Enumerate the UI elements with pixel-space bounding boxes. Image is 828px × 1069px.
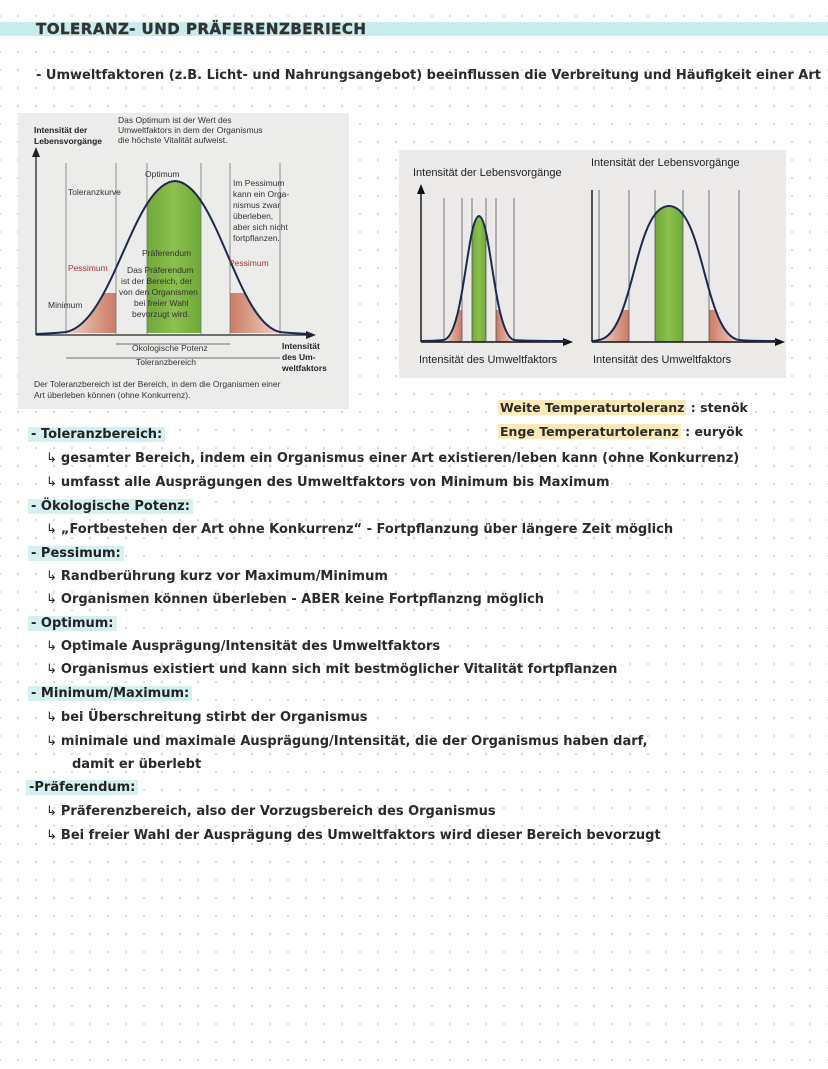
pessimum-note-6: fortpflanzen. <box>233 233 280 243</box>
note-line: ↳ Randberührung kurz vor Maximum/Minimum <box>46 569 388 584</box>
praeferendum-note-1: Das Präferendum <box>127 265 194 275</box>
heading-toleranzbereich: - Toleranzbereich: <box>28 427 165 442</box>
pessimum-note-4: überleben, <box>233 211 274 221</box>
praeferendum-note-4: bei freier Wahl <box>134 298 189 308</box>
right-x-label: Intensität des Umweltfaktors <box>593 354 732 366</box>
praeferendum-label: Präferendum <box>142 248 192 258</box>
pessimum-left-label: Pessimum <box>68 263 108 273</box>
praeferendum-note-3: von den Organismen <box>119 287 198 297</box>
pessimum-right-label: Pessimum <box>229 258 269 268</box>
left-x-label: Intensität des Umweltfaktors <box>419 354 558 366</box>
note-line: ↳ umfasst alle Ausprägungen des Umweltfaktors von Minimum bis Maximum <box>46 475 610 490</box>
praeferendum-note-2: ist der Bereich, der <box>121 276 193 286</box>
caption-line-1: Der Toleranzbereich ist der Bereich, in dem die Organismen einer <box>34 379 281 389</box>
toleranzbereich-label: Toleranzbereich <box>136 357 197 367</box>
x-axis-label-1: Intensität <box>282 341 320 351</box>
note-line: ↳ Organismen können überleben - ABER keine Fortpflanzng möglich <box>46 592 545 607</box>
pessimum-note-2: kann ein Orga- <box>233 189 290 199</box>
tolerance-wide-value: : stenök <box>686 400 748 415</box>
heading-pessimum: - Pessimum: <box>28 546 124 561</box>
pessimum-right-area <box>230 293 280 338</box>
note-line: ↳ minimale und maximale Ausprägung/Intensität, die der Organismus haben darf, <box>46 734 648 749</box>
stenök-euryök-diagram <box>399 150 786 378</box>
heading-optimum: - Optimum: <box>28 616 117 631</box>
right-y-label: Intensität der Lebensvorgänge <box>591 157 740 169</box>
tolerance-wide <box>498 400 748 415</box>
note-line: ↳ bei Überschreitung stirbt der Organismus <box>46 710 368 725</box>
praeferendum-note-5: bevorzugt wird. <box>132 309 190 319</box>
y-axis-label-2: Lebensvorgänge <box>34 136 103 146</box>
note-line: damit er überlebt <box>72 757 202 772</box>
minimum-label: Minimum <box>48 300 83 310</box>
stenoek-curve <box>421 216 567 341</box>
optimum-note-1: Das Optimum ist der Wert des <box>118 115 232 125</box>
note-line: ↳ Bei freier Wahl der Ausprägung des Umweltfaktors wird dieser Bereich bevorzugt <box>46 828 661 843</box>
tolerance-wide-label: Weite Temperaturtoleranz <box>500 400 685 415</box>
optimum-label: Optimum <box>145 169 180 179</box>
note-line: ↳ Präferenzbereich, also der Vorzugsbereich des Organismus <box>46 804 496 819</box>
optimum-note-3: die höchste Vitalität aufweist. <box>118 135 228 145</box>
y-axis-label-1: Intensität der <box>34 125 88 135</box>
heading-minimum-maximum: - Minimum/Maximum: <box>28 686 192 701</box>
caption-line-2: Art überleben können (ohne Konkurrenz). <box>34 390 191 400</box>
pessimum-note-5: aber sich nicht <box>233 222 288 232</box>
x-axis-label-3: weltfaktors <box>282 363 327 373</box>
page-title: TOLERANZ- UND PRÄFERENZBERIECH <box>36 20 367 38</box>
optimum-note-2: Umweltfaktors in dem der Organismus <box>118 125 263 135</box>
pessimum-note-1: Im Pessimum <box>233 178 285 188</box>
tolerance-diagram <box>18 113 349 409</box>
left-y-label: Intensität der Lebensvorgänge <box>413 167 562 179</box>
tolerance-narrow-value: : euryök <box>680 424 744 439</box>
intro-text: - Umweltfaktoren (z.B. Licht- und Nahrungsangebot) beeinflussen die Verbreitung und Häufigkeit einer Art <box>36 68 821 83</box>
potenz-label: Ökologische Potenz <box>132 343 208 353</box>
heading-oekologische-potenz: - Ökologische Potenz: <box>28 499 193 514</box>
note-line: ↳ gesamter Bereich, indem ein Organismus einer Art existieren/leben kann (ohne Konkurrenz) <box>46 451 740 466</box>
note-line: ↳ Organismus existiert und kann sich mit bestmöglicher Vitalität fortpflanzen <box>46 662 618 677</box>
tolerance-narrow-label: Enge Temperaturtoleranz <box>500 424 679 439</box>
pessimum-note-3: nismus zwar <box>233 200 281 210</box>
note-line: ↳ „Fortbestehen der Art ohne Konkurrenz“ - Fortpflanzung über längere Zeit möglich <box>46 522 674 537</box>
x-axis-label-2: des Um- <box>282 352 316 362</box>
note-line: ↳ Optimale Ausprägung/Intensität des Umweltfaktors <box>46 639 441 654</box>
toleranzkurve-label: Toleranzkurve <box>68 187 121 197</box>
heading-praeferendum: -Präferendum: <box>26 780 138 795</box>
tolerance-narrow <box>498 424 743 439</box>
